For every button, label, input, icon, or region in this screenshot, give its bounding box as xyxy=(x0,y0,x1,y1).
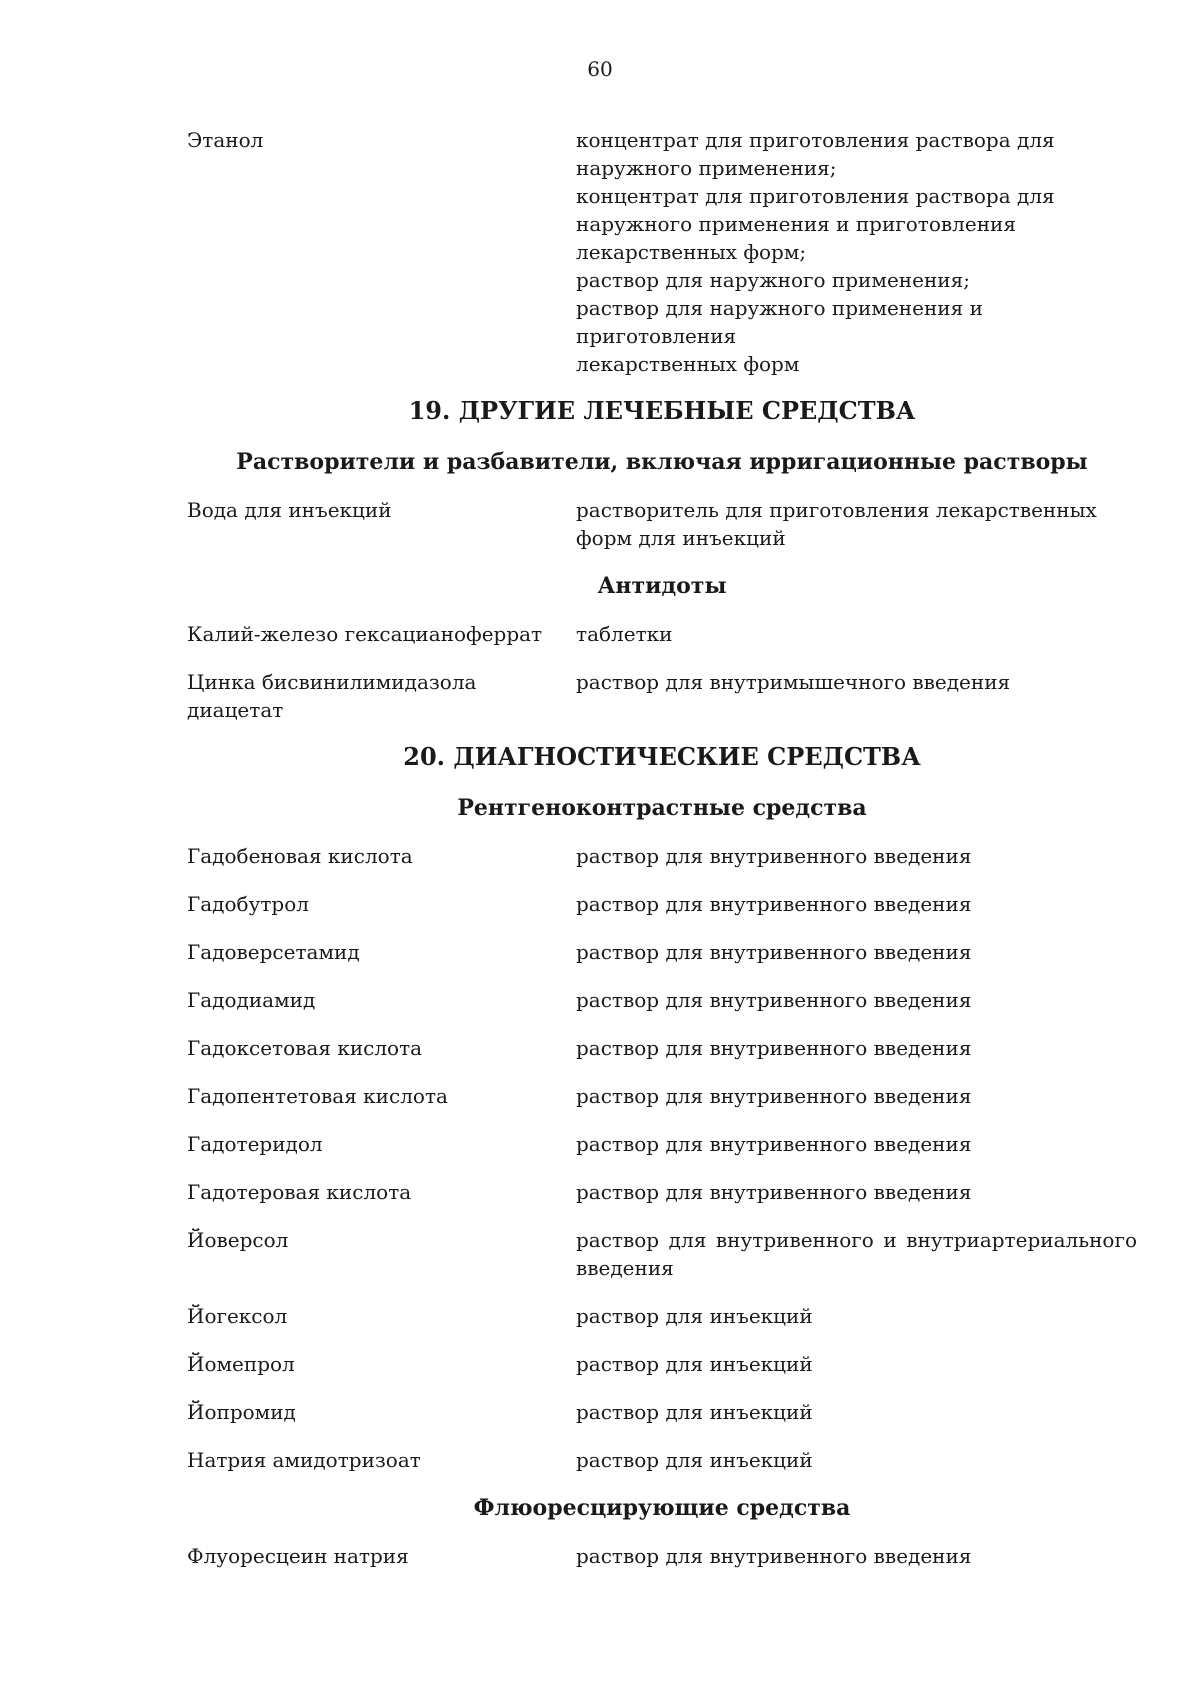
dosage-form-line: концентрат для приготовления раствора для xyxy=(576,128,1055,152)
dosage-form: раствор для внутривенного и внутриартериального введения xyxy=(576,1228,1137,1280)
dosage-form: раствор для внутривенного введения xyxy=(576,1036,972,1060)
table-row xyxy=(187,496,1137,552)
dosage-form: раствор для внутривенного введения xyxy=(576,1180,972,1204)
dosage-form-line: раствор для наружного применения и приготовления xyxy=(576,296,983,348)
dosage-form-line: раствор для наружного применения; xyxy=(576,268,970,292)
group-heading-fluorescent: Флюоресцирующие средства xyxy=(473,1495,851,1521)
group-heading-antidotes: Антидоты xyxy=(597,573,727,599)
dosage-form: раствор для внутривенного введения xyxy=(576,1084,972,1108)
drug-name: Цинка бисвинилимидазола диацетат xyxy=(187,670,477,722)
table-row xyxy=(187,986,1137,1014)
group-heading-contrast: Рентгеноконтрастные средства xyxy=(457,795,867,821)
dosage-form-line: наружного применения; xyxy=(576,156,837,180)
table-row xyxy=(187,1446,1137,1474)
dosage-form: раствор для инъекций xyxy=(576,1400,813,1424)
drug-name: Гадоксетовая кислота xyxy=(187,1036,423,1060)
drug-name: Гадобеновая кислота xyxy=(187,844,413,868)
dosage-form: растворитель для приготовления лекарственных форм для инъекций xyxy=(576,498,1097,550)
section-heading-20: 20. ДИАГНОСТИЧЕСКИЕ СРЕДСТВА xyxy=(403,742,921,771)
dosage-form-line: наружного применения и приготовления xyxy=(576,212,1016,236)
table-row-ethanol xyxy=(187,126,1137,378)
table-row xyxy=(187,842,1137,870)
drug-name: Гадотеровая кислота xyxy=(187,1180,412,1204)
dosage-form-line: лекарственных форм; xyxy=(576,240,807,264)
section-heading-19: 19. ДРУГИЕ ЛЕЧЕБНЫЕ СРЕДСТВА xyxy=(408,396,916,425)
dosage-form: раствор для внутримышечного введения xyxy=(576,670,1011,694)
drug-name: Флуоресцеин натрия xyxy=(187,1544,409,1568)
dosage-form-line: концентрат для приготовления раствора для xyxy=(576,184,1055,208)
drug-name: Вода для инъекций xyxy=(187,498,392,522)
table-row xyxy=(187,1130,1137,1158)
table-row xyxy=(187,620,1137,648)
drug-name: Йопромид xyxy=(187,1400,296,1424)
drug-name: Гадоверсетамид xyxy=(187,940,360,964)
drug-name: Этанол xyxy=(187,128,264,152)
drug-name: Йомепрол xyxy=(187,1352,295,1376)
drug-name: Гадотеридол xyxy=(187,1132,323,1156)
table-row xyxy=(187,1302,1137,1330)
dosage-form: раствор для внутривенного введения xyxy=(576,892,972,916)
table-row xyxy=(187,938,1137,966)
dosage-form-line: лекарственных форм xyxy=(576,352,800,376)
drug-name: Гадобутрол xyxy=(187,892,309,916)
dosage-form: раствор для внутривенного введения xyxy=(576,940,972,964)
dosage-form: раствор для инъекций xyxy=(576,1352,813,1376)
table-row xyxy=(187,1082,1137,1110)
dosage-form: таблетки xyxy=(576,622,673,646)
group-heading-solvents: Растворители и разбавители, включая ирригационные растворы xyxy=(236,449,1088,475)
table-row xyxy=(187,1034,1137,1062)
dosage-form: раствор для внутривенного введения xyxy=(576,1544,972,1568)
drug-name: Йоверсол xyxy=(187,1228,289,1252)
drug-name: Гадопентетовая кислота xyxy=(187,1084,448,1108)
dosage-form: раствор для внутривенного введения xyxy=(576,988,972,1012)
table-row xyxy=(187,1350,1137,1378)
drug-name: Натрия амидотризоат xyxy=(187,1448,421,1472)
drug-name: Калий-железо гексацианоферрат xyxy=(187,622,543,646)
table-row xyxy=(187,1178,1137,1206)
drug-name: Гадодиамид xyxy=(187,988,316,1012)
dosage-form: раствор для инъекций xyxy=(576,1304,813,1328)
table-row xyxy=(187,668,1137,724)
page-number: 60 xyxy=(587,57,613,81)
document-body xyxy=(187,126,1137,1590)
drug-name: Йогексол xyxy=(187,1304,288,1328)
dosage-form: раствор для внутривенного введения xyxy=(576,844,972,868)
table-row xyxy=(187,1398,1137,1426)
dosage-form: раствор для внутривенного введения xyxy=(576,1132,972,1156)
dosage-form: раствор для инъекций xyxy=(576,1448,813,1472)
table-row xyxy=(187,1226,1137,1282)
dosage-forms xyxy=(576,126,1137,378)
table-row xyxy=(187,890,1137,918)
table-row xyxy=(187,1542,1137,1570)
